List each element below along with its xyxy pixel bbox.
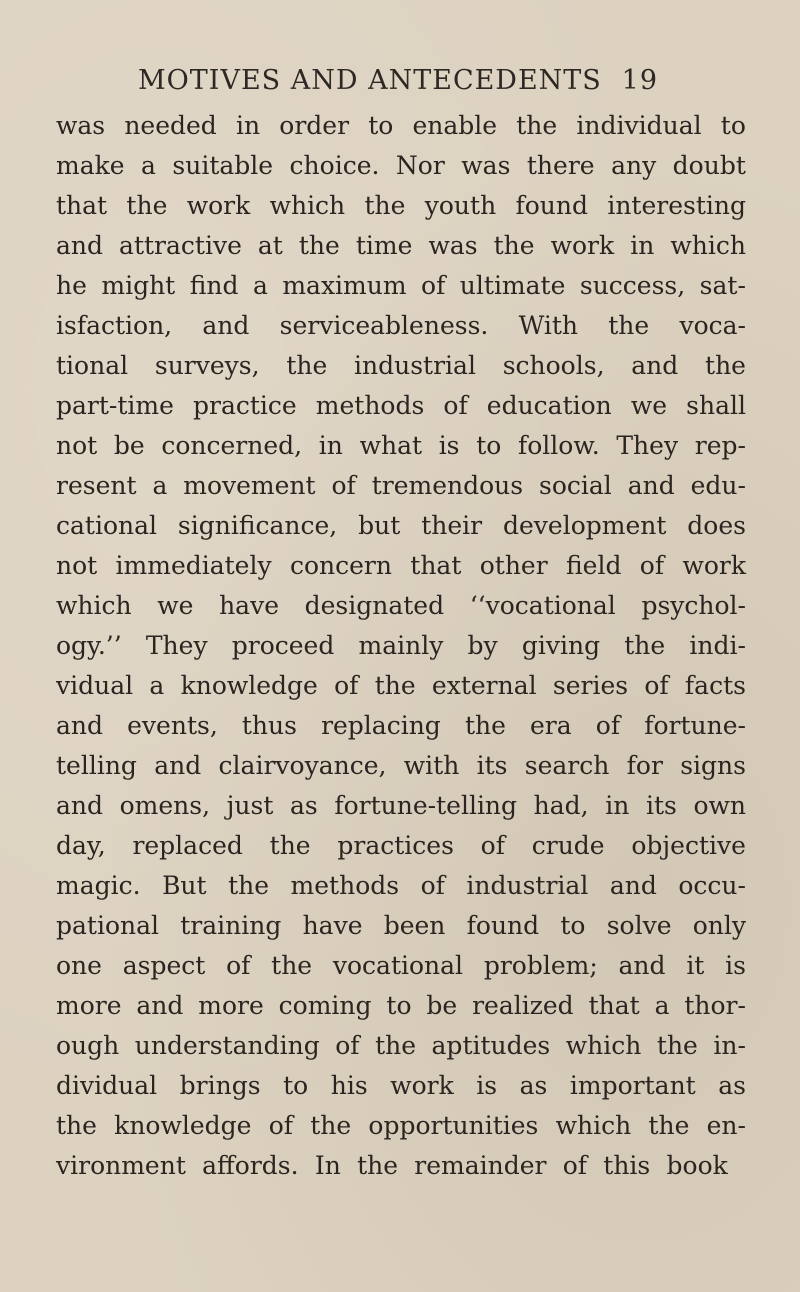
word: other bbox=[479, 551, 548, 580]
word: concerned, bbox=[161, 431, 303, 460]
text-line bbox=[56, 706, 746, 746]
word: this bbox=[603, 1151, 651, 1180]
word: by bbox=[467, 631, 498, 660]
word: does bbox=[687, 511, 746, 540]
word: the bbox=[357, 1151, 399, 1180]
word: and bbox=[56, 231, 104, 260]
word: vironment bbox=[56, 1151, 186, 1180]
word: at bbox=[257, 231, 283, 260]
word: vocational bbox=[332, 951, 464, 980]
text-line bbox=[56, 346, 746, 386]
word: enable bbox=[412, 111, 498, 140]
word: voca- bbox=[679, 311, 746, 340]
word: coming bbox=[278, 991, 372, 1020]
text-line bbox=[56, 546, 746, 586]
word: is bbox=[438, 431, 460, 460]
text-line bbox=[56, 186, 746, 226]
word: what bbox=[359, 431, 423, 460]
word: which bbox=[565, 1031, 642, 1060]
word: the bbox=[374, 671, 416, 700]
word: solve bbox=[606, 911, 672, 940]
text-line bbox=[56, 1106, 746, 1146]
word: as bbox=[519, 1071, 548, 1100]
word: found bbox=[515, 191, 589, 220]
page-number: 19 bbox=[621, 64, 658, 96]
word: which bbox=[269, 191, 346, 220]
word: brings bbox=[179, 1071, 261, 1100]
text-line bbox=[56, 466, 746, 506]
word: But bbox=[162, 871, 207, 900]
word: surveys, bbox=[154, 351, 260, 380]
word: of bbox=[480, 831, 505, 860]
word: industrial bbox=[354, 351, 476, 380]
word: With bbox=[518, 311, 579, 340]
word: mainly bbox=[358, 631, 444, 660]
word: which bbox=[56, 591, 132, 620]
word: fortune- bbox=[644, 711, 746, 740]
word: practice bbox=[192, 391, 297, 420]
word: of bbox=[443, 391, 468, 420]
word: and bbox=[631, 351, 679, 380]
body-text bbox=[56, 106, 746, 1186]
word: individual bbox=[576, 111, 702, 140]
word: immediately bbox=[115, 551, 272, 580]
word: of bbox=[268, 1111, 293, 1140]
word: events, bbox=[127, 711, 218, 740]
word: opportunities bbox=[368, 1111, 539, 1140]
word: series bbox=[552, 671, 629, 700]
word: of bbox=[639, 551, 665, 580]
word: in bbox=[318, 431, 343, 460]
word: be bbox=[113, 431, 145, 460]
word: replaced bbox=[132, 831, 243, 860]
word: tremendous bbox=[371, 471, 524, 500]
word: success, bbox=[579, 271, 686, 300]
word: work bbox=[186, 191, 251, 220]
text-line bbox=[56, 746, 746, 786]
word: work bbox=[390, 1071, 454, 1100]
word: is bbox=[725, 951, 746, 980]
word: the bbox=[126, 191, 168, 220]
word: important bbox=[569, 1071, 696, 1100]
text-line bbox=[56, 426, 746, 466]
text-line bbox=[56, 626, 746, 666]
word: rep- bbox=[694, 431, 746, 460]
word: and bbox=[202, 311, 250, 340]
word: shall bbox=[686, 391, 746, 420]
text-line bbox=[56, 826, 746, 866]
word: was bbox=[461, 151, 511, 180]
word: is bbox=[476, 1071, 498, 1100]
word: resent bbox=[56, 471, 137, 500]
word: a bbox=[149, 671, 165, 700]
word: had, bbox=[533, 791, 589, 820]
word: the bbox=[656, 1031, 698, 1060]
word: pational bbox=[56, 911, 160, 940]
word: in- bbox=[713, 1031, 746, 1060]
word: as bbox=[718, 1071, 746, 1100]
word: aptitudes bbox=[431, 1031, 551, 1060]
word: not bbox=[56, 551, 98, 580]
text-line bbox=[56, 866, 746, 906]
word: but bbox=[358, 511, 401, 540]
word: been bbox=[383, 911, 446, 940]
word: might bbox=[101, 271, 176, 300]
word: thus bbox=[241, 711, 297, 740]
word: ‘‘vocational bbox=[469, 591, 616, 620]
word: a bbox=[654, 991, 670, 1020]
text-line bbox=[56, 386, 746, 426]
word: the bbox=[705, 351, 746, 380]
word: problem; bbox=[483, 951, 598, 980]
word: en- bbox=[706, 1111, 746, 1140]
word: of bbox=[595, 711, 621, 740]
word: own bbox=[693, 791, 746, 820]
word: he bbox=[56, 271, 87, 300]
word: movement bbox=[183, 471, 316, 500]
text-line bbox=[56, 586, 746, 626]
word: just bbox=[226, 791, 274, 820]
word: psychol- bbox=[641, 591, 746, 620]
word: serviceableness. bbox=[279, 311, 489, 340]
word: more bbox=[198, 991, 264, 1020]
word: have bbox=[302, 911, 363, 940]
word: social bbox=[539, 471, 612, 500]
word: and bbox=[609, 871, 657, 900]
word: have bbox=[219, 591, 279, 620]
word: was bbox=[56, 111, 106, 140]
word: the bbox=[464, 711, 506, 740]
word: and bbox=[136, 991, 184, 1020]
text-line bbox=[56, 1146, 746, 1186]
word: to bbox=[386, 991, 412, 1020]
word: of bbox=[562, 1151, 588, 1180]
word: for bbox=[626, 751, 663, 780]
word: choice. bbox=[289, 151, 380, 180]
word: to bbox=[560, 911, 586, 940]
word: we bbox=[630, 391, 668, 420]
word: sat- bbox=[699, 271, 746, 300]
word: industrial bbox=[466, 871, 589, 900]
word: its bbox=[645, 791, 677, 820]
word: which bbox=[670, 231, 746, 260]
word: which bbox=[555, 1111, 632, 1140]
word: practices bbox=[337, 831, 454, 860]
word: era bbox=[530, 711, 572, 740]
word: a bbox=[141, 151, 156, 180]
word: cational bbox=[56, 511, 158, 540]
text-line bbox=[56, 1026, 746, 1066]
word: of bbox=[420, 871, 445, 900]
word: thor- bbox=[684, 991, 746, 1020]
word: that bbox=[588, 991, 640, 1020]
word: ough bbox=[56, 1031, 120, 1060]
word: concern bbox=[289, 551, 392, 580]
word: with bbox=[403, 751, 460, 780]
text-line bbox=[56, 946, 746, 986]
word: the bbox=[608, 311, 650, 340]
word: knowledge bbox=[180, 671, 318, 700]
word: field bbox=[566, 551, 622, 580]
word: one bbox=[56, 951, 102, 980]
word: search bbox=[524, 751, 610, 780]
word: to bbox=[476, 431, 502, 460]
word: education bbox=[486, 391, 612, 420]
text-line bbox=[56, 306, 746, 346]
word: realized bbox=[472, 991, 574, 1020]
word: ultimate bbox=[459, 271, 566, 300]
word: his bbox=[330, 1071, 368, 1100]
word: of bbox=[644, 671, 669, 700]
word: work bbox=[682, 551, 746, 580]
word: omens, bbox=[119, 791, 211, 820]
text-line bbox=[56, 906, 746, 946]
word: a bbox=[252, 271, 268, 300]
word: fortune-telling bbox=[334, 791, 518, 820]
word: the bbox=[271, 951, 313, 980]
word: and bbox=[56, 791, 104, 820]
word: order bbox=[279, 111, 350, 140]
word: follow. bbox=[517, 431, 600, 460]
word: in bbox=[605, 791, 630, 820]
word: the bbox=[56, 1111, 97, 1140]
word: its bbox=[476, 751, 508, 780]
word: more bbox=[56, 991, 122, 1020]
word: any bbox=[611, 151, 657, 180]
word: doubt bbox=[672, 151, 746, 180]
word: understanding bbox=[134, 1031, 320, 1060]
running-title: MOTIVES AND ANTECEDENTS bbox=[138, 64, 602, 96]
word: as bbox=[290, 791, 318, 820]
word: be bbox=[426, 991, 458, 1020]
word: of bbox=[334, 671, 359, 700]
word: a bbox=[152, 471, 168, 500]
word: proceed bbox=[231, 631, 335, 660]
word: the bbox=[375, 1031, 417, 1060]
word: dividual bbox=[56, 1071, 158, 1100]
word: significance, bbox=[177, 511, 338, 540]
word: schools, bbox=[502, 351, 605, 380]
word: the bbox=[493, 231, 535, 260]
word: the bbox=[298, 231, 340, 260]
word: in bbox=[630, 231, 655, 260]
word: time bbox=[355, 231, 413, 260]
text-line bbox=[56, 986, 746, 1026]
word: telling bbox=[56, 751, 137, 780]
word: of bbox=[226, 951, 251, 980]
word: They bbox=[145, 631, 208, 660]
word: the bbox=[269, 831, 311, 860]
word: needed bbox=[124, 111, 217, 140]
word: there bbox=[526, 151, 595, 180]
word: indi- bbox=[689, 631, 746, 660]
text-line bbox=[56, 666, 746, 706]
word: the bbox=[286, 351, 328, 380]
word: They bbox=[616, 431, 679, 460]
word: remainder bbox=[414, 1151, 547, 1180]
text-line bbox=[56, 1066, 746, 1106]
running-head bbox=[138, 62, 658, 98]
word: only bbox=[692, 911, 746, 940]
word: crude bbox=[531, 831, 605, 860]
word: found bbox=[466, 911, 540, 940]
word: to bbox=[283, 1071, 309, 1100]
word: make bbox=[56, 151, 125, 180]
word: part-time bbox=[56, 391, 174, 420]
word: attractive bbox=[119, 231, 242, 260]
word: the bbox=[516, 111, 558, 140]
word: maximum bbox=[282, 271, 407, 300]
word: designated bbox=[304, 591, 445, 620]
word: of bbox=[421, 271, 446, 300]
word: to bbox=[368, 111, 394, 140]
text-line bbox=[56, 506, 746, 546]
word: and bbox=[154, 751, 202, 780]
word: facts bbox=[684, 671, 746, 700]
word: affords. bbox=[202, 1151, 299, 1180]
word: we bbox=[157, 591, 194, 620]
word: aspect bbox=[122, 951, 206, 980]
word: knowledge bbox=[114, 1111, 252, 1140]
word: training bbox=[180, 911, 282, 940]
word: of bbox=[335, 1031, 360, 1060]
text-line bbox=[56, 146, 746, 186]
word: and bbox=[618, 951, 666, 980]
word: methods bbox=[315, 391, 425, 420]
word: replacing bbox=[321, 711, 441, 740]
word: to bbox=[720, 111, 746, 140]
word: and bbox=[56, 711, 104, 740]
word: in bbox=[235, 111, 261, 140]
word: In bbox=[314, 1151, 341, 1180]
word: it bbox=[686, 951, 705, 980]
word: Nor bbox=[395, 151, 445, 180]
word: clairvoyance, bbox=[218, 751, 387, 780]
word: of bbox=[331, 471, 356, 500]
word: interesting bbox=[607, 191, 746, 220]
text-line bbox=[56, 226, 746, 266]
word: external bbox=[431, 671, 537, 700]
word: objective bbox=[631, 831, 746, 860]
word: vidual bbox=[56, 671, 134, 700]
word: magic. bbox=[56, 871, 141, 900]
word: was bbox=[428, 231, 478, 260]
word: development bbox=[502, 511, 667, 540]
word: that bbox=[56, 191, 108, 220]
word: and bbox=[627, 471, 675, 500]
word: youth bbox=[424, 191, 497, 220]
word: tional bbox=[56, 351, 129, 380]
word: ogy.’’ bbox=[56, 631, 122, 660]
word: their bbox=[421, 511, 483, 540]
text-line bbox=[56, 266, 746, 306]
word: giving bbox=[521, 631, 601, 660]
word: methods bbox=[290, 871, 400, 900]
word: suitable bbox=[172, 151, 274, 180]
word: the bbox=[624, 631, 666, 660]
word: work bbox=[550, 231, 615, 260]
word: the bbox=[228, 871, 270, 900]
text-line bbox=[56, 786, 746, 826]
text-line bbox=[56, 106, 746, 146]
word: that bbox=[410, 551, 462, 580]
word: the bbox=[364, 191, 406, 220]
word: find bbox=[189, 271, 239, 300]
word: signs bbox=[680, 751, 746, 780]
word: the bbox=[310, 1111, 352, 1140]
word: book bbox=[666, 1151, 728, 1180]
word: day, bbox=[56, 831, 106, 860]
word: the bbox=[648, 1111, 690, 1140]
word: occu- bbox=[678, 871, 746, 900]
word: isfaction, bbox=[56, 311, 173, 340]
word: not bbox=[56, 431, 98, 460]
word: edu- bbox=[690, 471, 746, 500]
